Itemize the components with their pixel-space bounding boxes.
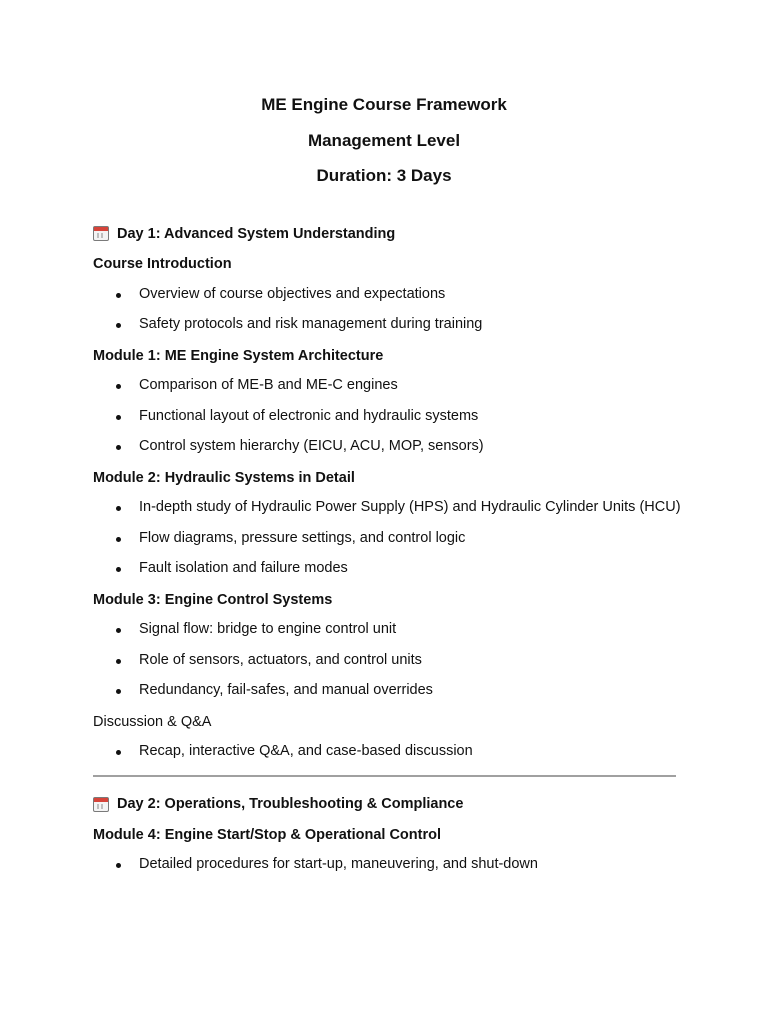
document-title: ME Engine Course Framework bbox=[261, 95, 507, 114]
document-title-block bbox=[0, 87, 768, 194]
module2-heading: Module 2: Hydraulic Systems in Detail bbox=[93, 469, 355, 486]
bullet-icon bbox=[116, 506, 121, 511]
module3-list bbox=[93, 619, 683, 702]
bullet-icon bbox=[116, 659, 121, 664]
bullet-icon bbox=[116, 863, 121, 868]
bullet-icon bbox=[116, 323, 121, 328]
list-item: Redundancy, fail-safes, and manual overrides bbox=[93, 680, 683, 702]
document-subtitle-level: Management Level bbox=[307, 130, 461, 150]
section-divider bbox=[93, 775, 676, 777]
bullet-icon bbox=[116, 537, 121, 542]
list-item: Safety protocols and risk management during training bbox=[93, 314, 683, 336]
bullet-icon bbox=[116, 750, 121, 755]
discussion-list bbox=[93, 741, 683, 763]
module4-list bbox=[93, 854, 683, 876]
list-item: Overview of course objectives and expectations bbox=[93, 284, 683, 306]
document-body bbox=[93, 222, 683, 885]
bullet-icon bbox=[116, 293, 121, 298]
module4-heading: Module 4: Engine Start/Stop & Operational Control bbox=[93, 826, 442, 843]
day1-heading-text: Day 1: Advanced System Understanding bbox=[117, 225, 396, 242]
module1-heading: Module 1: ME Engine System Architecture bbox=[93, 347, 384, 364]
list-item: Signal flow: bridge to engine control unit bbox=[93, 619, 683, 641]
bullet-icon bbox=[116, 689, 121, 694]
day1-heading bbox=[93, 222, 683, 245]
list-item: Recap, interactive Q&A, and case-based discussion bbox=[93, 741, 683, 763]
list-item: Role of sensors, actuators, and control units bbox=[93, 650, 683, 672]
list-item: Fault isolation and failure modes bbox=[93, 558, 683, 580]
bullet-icon bbox=[116, 384, 121, 389]
course-introduction-heading: Course Introduction bbox=[93, 256, 232, 272]
bullet-icon bbox=[116, 628, 121, 633]
list-item: In-depth study of Hydraulic Power Supply (HPS) and Hydraulic Cylinder Units (HCU) bbox=[93, 497, 683, 519]
list-item: Flow diagrams, pressure settings, and control logic bbox=[93, 528, 683, 550]
list-item: Functional layout of electronic and hydraulic systems bbox=[93, 406, 683, 428]
day2-heading-text: Day 2: Operations, Troubleshooting & Compliance bbox=[117, 796, 464, 812]
list-item: Detailed procedures for start-up, maneuvering, and shut-down bbox=[93, 854, 683, 876]
bullet-icon bbox=[116, 415, 121, 420]
course-introduction-list bbox=[93, 284, 683, 336]
discussion-heading: Discussion & Q&A bbox=[93, 713, 212, 730]
list-item: Comparison of ME-B and ME-C engines bbox=[93, 375, 683, 397]
document-subtitle-duration: Duration: 3 Days bbox=[316, 166, 452, 185]
bullet-icon bbox=[116, 567, 121, 572]
module3-heading: Module 3: Engine Control Systems bbox=[93, 591, 333, 608]
calendar-icon bbox=[93, 226, 109, 241]
module1-list bbox=[93, 375, 683, 458]
calendar-icon bbox=[93, 797, 109, 812]
bullet-icon bbox=[116, 445, 121, 450]
list-item: Control system hierarchy (EICU, ACU, MOP, sensors) bbox=[93, 436, 683, 458]
module2-list bbox=[93, 497, 683, 580]
day2-heading bbox=[93, 793, 683, 816]
